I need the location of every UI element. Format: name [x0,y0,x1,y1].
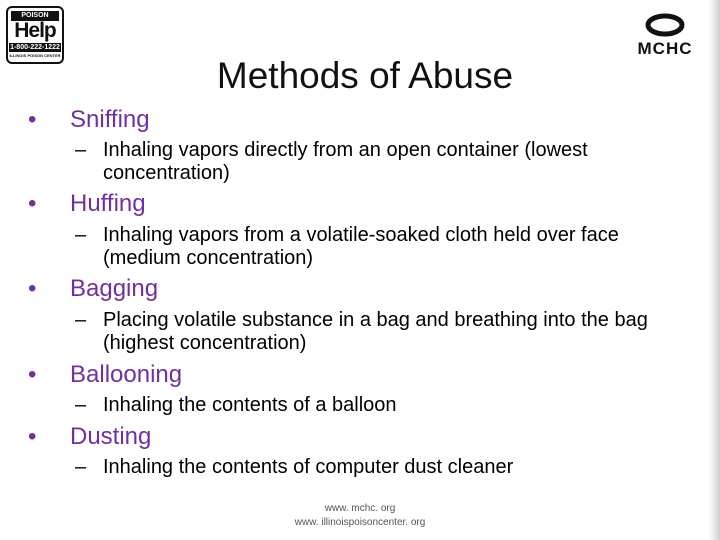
poison-help-phone: 1-800-222-1222 [10,44,60,51]
poison-help-logo [6,6,64,64]
sub-item-text: Inhaling the contents of a balloon [103,394,397,416]
bullet-dot: • [28,423,37,450]
sub-dash: – [75,309,87,331]
bullet-label: Sniffing [70,106,150,133]
right-border [708,0,720,540]
sub-dash: – [75,224,87,246]
sub-item-text: Inhaling vapors directly from an open container (lowest concentration) [103,139,588,184]
sub-dash: – [75,139,87,161]
bullet-label: Dusting [70,423,152,450]
poison-help-center: ILLINOIS POISON CENTER [9,53,61,58]
poison-help-top-text: POISON [11,11,59,21]
footer-link-mchc[interactable]: www. mchc. org [324,503,396,514]
footer-link-poison-center[interactable]: www. illinoispoisoncenter. org [294,517,426,528]
page-title: Methods of Abuse [216,55,514,96]
sub-item-text: Placing volatile substance in a bag and breathing into the bag (highest concentration) [103,309,648,354]
bullet-label: Ballooning [70,361,183,388]
bullet-dot: • [28,361,37,388]
sub-item-text: Inhaling vapors from a volatile-soaked cloth held over face (medium concentration) [103,224,619,269]
mchc-logo [630,12,700,62]
bullet-dot: • [28,190,37,217]
sub-dash: – [75,456,87,478]
footer [260,502,460,530]
mchc-ring-icon [630,12,700,40]
bullet-dot: • [28,106,37,133]
bullet-label: Huffing [70,190,146,217]
mchc-logo-text: MCHC [637,39,693,58]
sub-dash: – [75,394,87,416]
bullet-label: Bagging [70,275,159,302]
sub-item-text: Inhaling the contents of computer dust cleaner [103,456,514,478]
bullet-dot: • [28,275,37,302]
poison-help-main-text: Help [14,19,56,42]
